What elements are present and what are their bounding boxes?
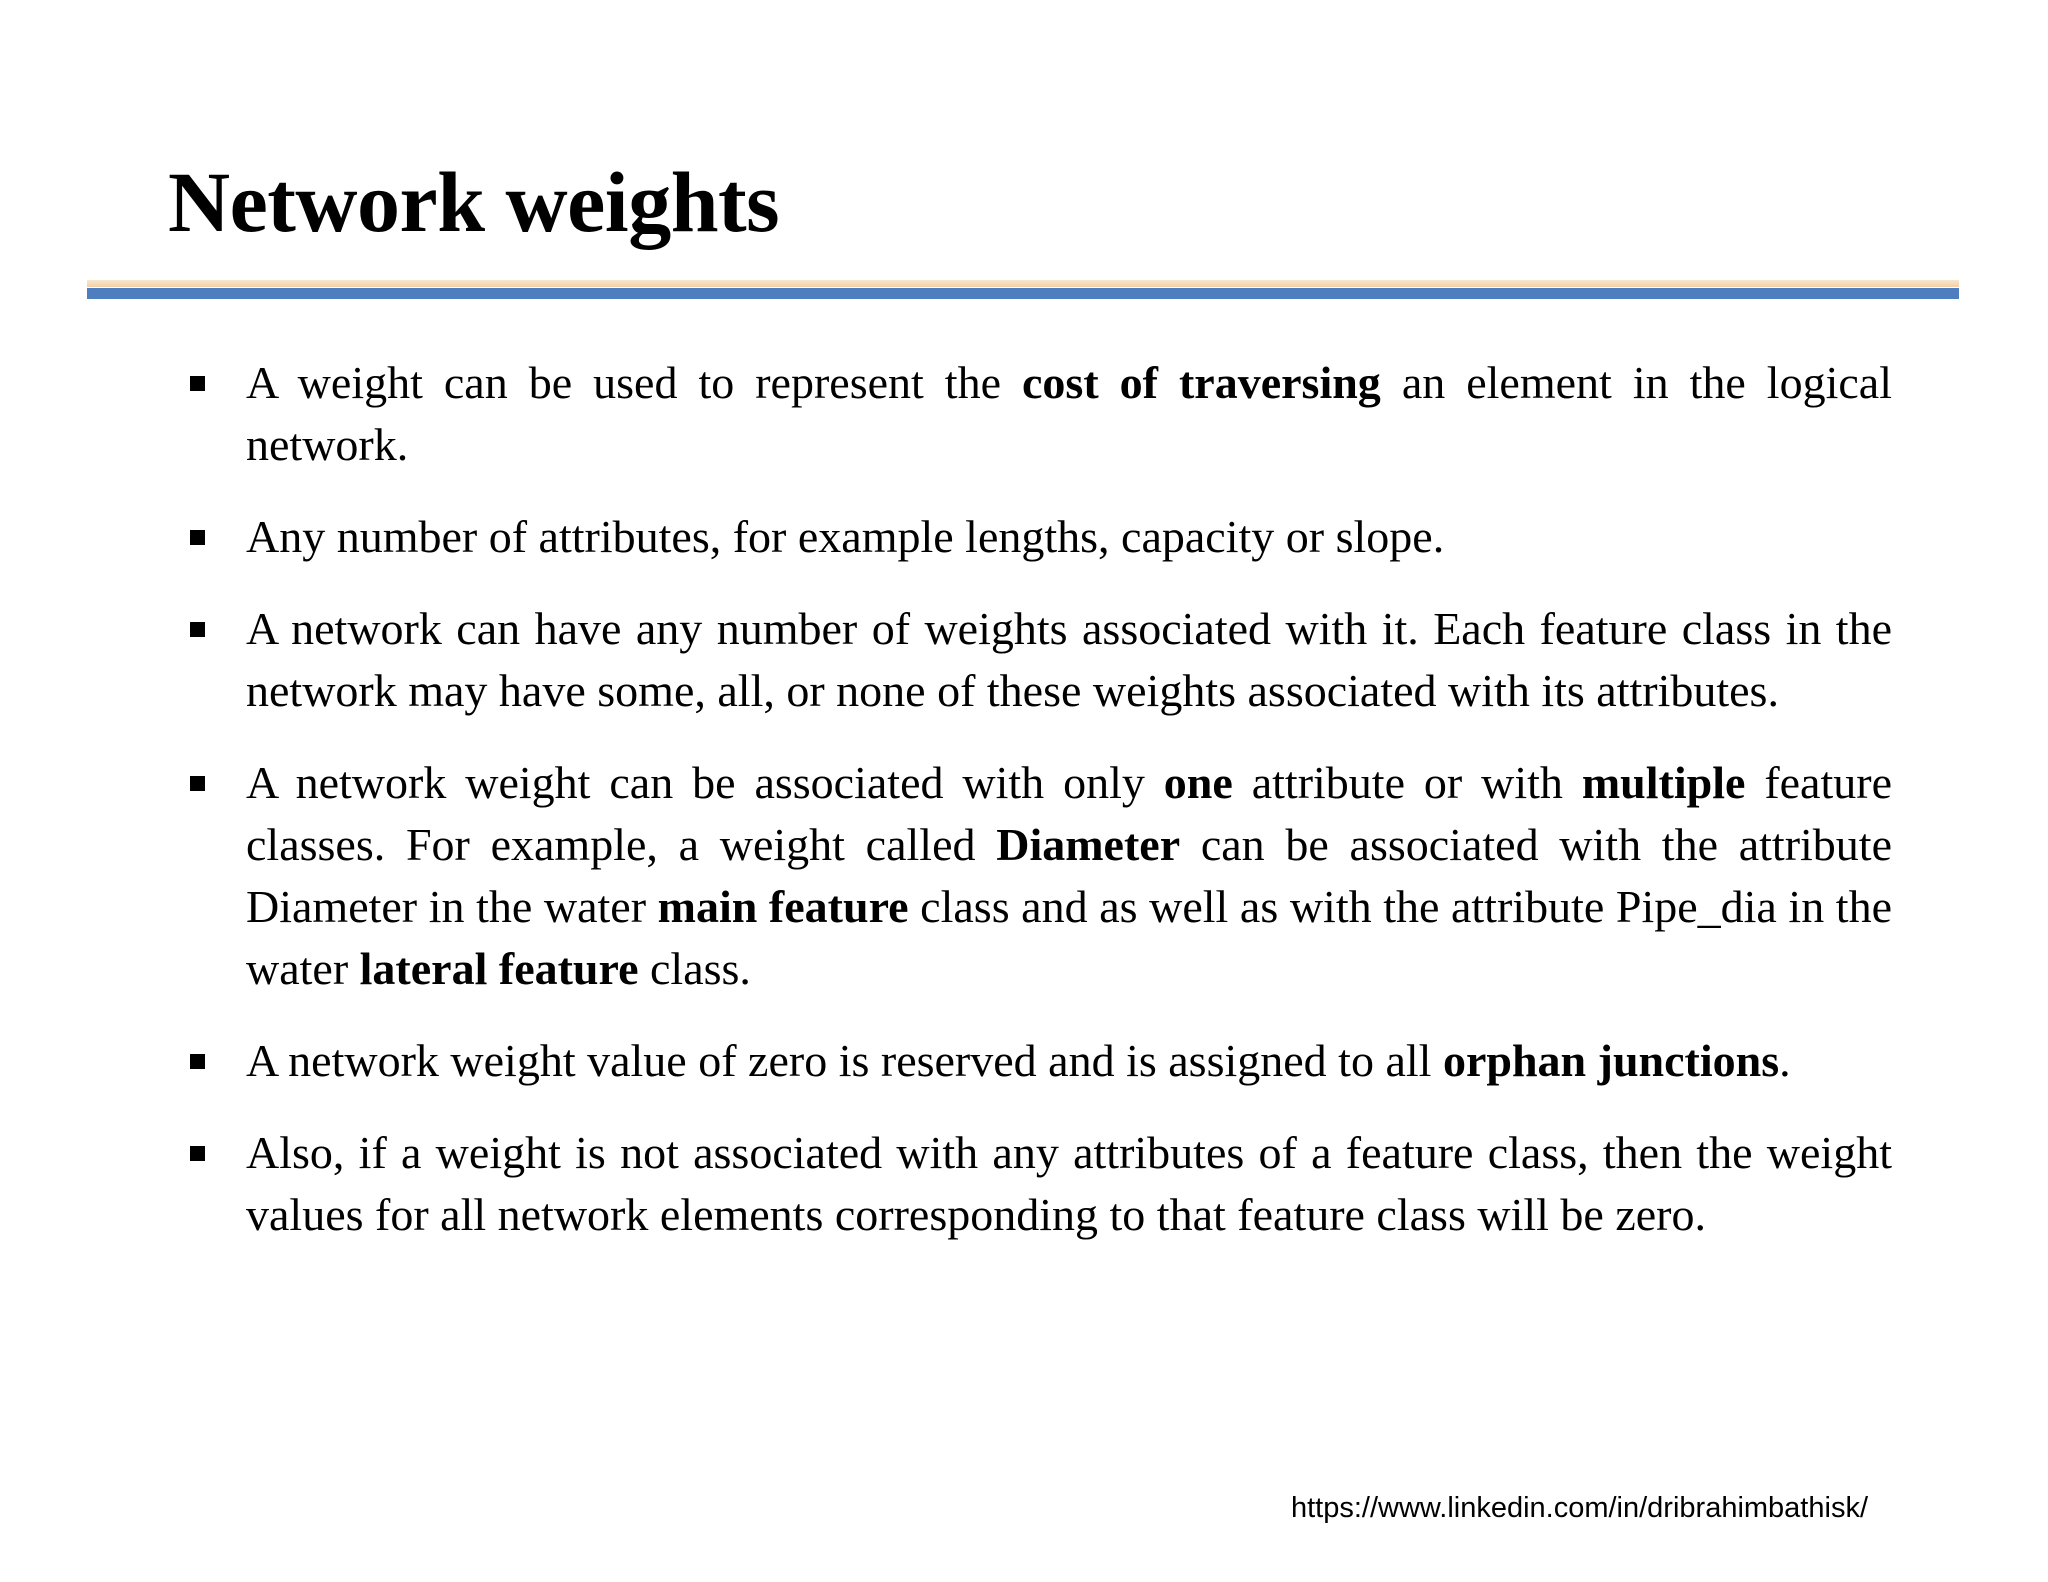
source-url[interactable]: https://www.linkedin.com/in/dribrahimbathisk/ (1290, 1492, 1868, 1524)
title-divider-highlight (87, 280, 1959, 287)
bullet-text (246, 511, 1444, 562)
bold-text-run: orphan junctions (1442, 1035, 1780, 1086)
text-run: class and as well as with the attribute Pipe_dia in the water (246, 881, 1893, 994)
bullet-item (190, 752, 1892, 1000)
bold-text-run: main feature (657, 881, 909, 932)
bullet-list (190, 352, 1892, 1276)
text-run: Any number of attributes, for example lengths, capacity or slope. (246, 511, 1445, 562)
bullet-text (246, 603, 1892, 716)
text-run: attribute or with (1232, 757, 1582, 808)
text-run: A weight can be used to represent the (246, 357, 1023, 408)
text-run: an element in the logical network. (246, 357, 1892, 470)
bold-text-run: one (1163, 757, 1233, 808)
slide-title: Network weights (168, 154, 780, 250)
text-run: A network can have any number of weights associated with it. Each feature class in the network may have some, all, or none of these weights associated with its attributes. (246, 603, 1892, 716)
bold-text-run: cost of traversing (1022, 357, 1381, 408)
square-bullet-icon (190, 376, 205, 391)
bullet-text (246, 357, 1892, 470)
bullet-text (246, 757, 1892, 994)
square-bullet-icon (190, 1146, 205, 1161)
square-bullet-icon (190, 622, 205, 637)
text-run: feature classes. For example, a weight called (246, 757, 1892, 870)
square-bullet-icon (190, 776, 205, 791)
bullet-item (190, 352, 1892, 476)
text-run: A network weight value of zero is reserved and is assigned to all (246, 1035, 1443, 1086)
text-run: can be associated with the attribute Diameter in the water (246, 819, 1892, 932)
square-bullet-icon (190, 1054, 205, 1069)
bold-text-run: multiple (1581, 757, 1746, 808)
text-run: . (1779, 1035, 1791, 1086)
title-divider-accent (87, 288, 1959, 299)
text-run: A network weight can be associated with only (246, 757, 1164, 808)
bullet-text (246, 1127, 1892, 1240)
bullet-item (190, 598, 1892, 722)
bold-text-run: lateral feature (359, 943, 639, 994)
text-run: class. (638, 943, 751, 994)
square-bullet-icon (190, 530, 205, 545)
text-run: Also, if a weight is not associated with any attributes of a feature class, then the weight values for all network elements corresponding to that feature class will be zero. (246, 1127, 1892, 1240)
bullet-text (246, 1035, 1791, 1086)
bullet-item (190, 1030, 1892, 1092)
bullet-item (190, 1122, 1892, 1246)
bold-text-run: Diameter (996, 819, 1181, 870)
title-divider (87, 280, 1959, 302)
bullet-item (190, 506, 1892, 568)
